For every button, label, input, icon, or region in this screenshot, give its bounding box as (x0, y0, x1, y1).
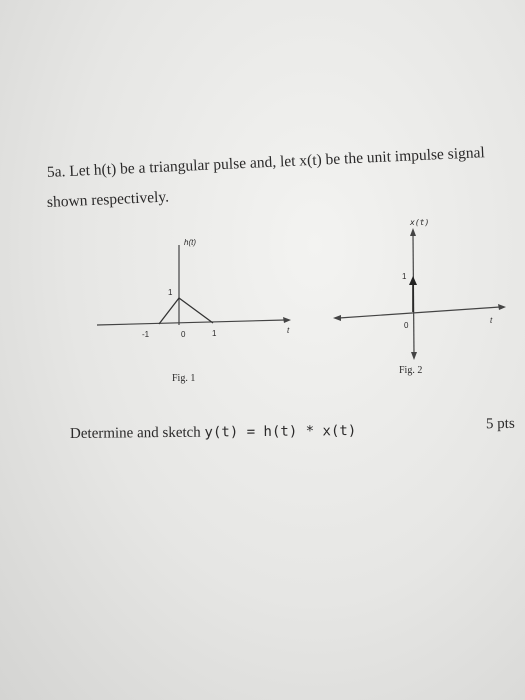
fig1-peak-label: 1 (168, 288, 173, 297)
fig2-tick-0: 0 (404, 321, 409, 330)
fig2-xlabel: t (490, 316, 493, 325)
fig2-time-axis-right-arrow (498, 304, 506, 310)
fig2-amplitude-axis-top-arrow (410, 228, 416, 236)
question-equation: y(t) = h(t) * x(t) (204, 423, 357, 441)
fig2-time-axis-left-arrow (333, 315, 341, 321)
problem-statement-line-1: 5a. Let h(t) be a triangular pulse and, let x(t) be the unit impulse signal (46, 144, 486, 181)
fig2-impulse-label: 1 (402, 272, 407, 281)
fig1-caption: Fig. 1 (172, 373, 196, 384)
fig1-tick-neg1: -1 (142, 330, 150, 339)
question-text: Determine and sketch (69, 424, 205, 442)
fig1-tick-1: 1 (212, 329, 217, 338)
fig2-amplitude-axis-bottom-arrow (411, 352, 417, 360)
problem-statement-line-2: shown respectively. (46, 188, 170, 211)
fig1-ylabel: h(t) (184, 238, 196, 247)
fig1-tick-0: 0 (181, 330, 186, 339)
points-value: 5 pts (485, 415, 515, 433)
fig1-xlabel: t (287, 326, 290, 335)
question-prompt (70, 423, 356, 443)
fig2-impulse-arrowhead (409, 276, 417, 285)
fig2-ylabel: x(t) (410, 218, 430, 227)
fig2-caption: Fig. 2 (399, 365, 423, 376)
fig2-time-axis (339, 307, 500, 318)
